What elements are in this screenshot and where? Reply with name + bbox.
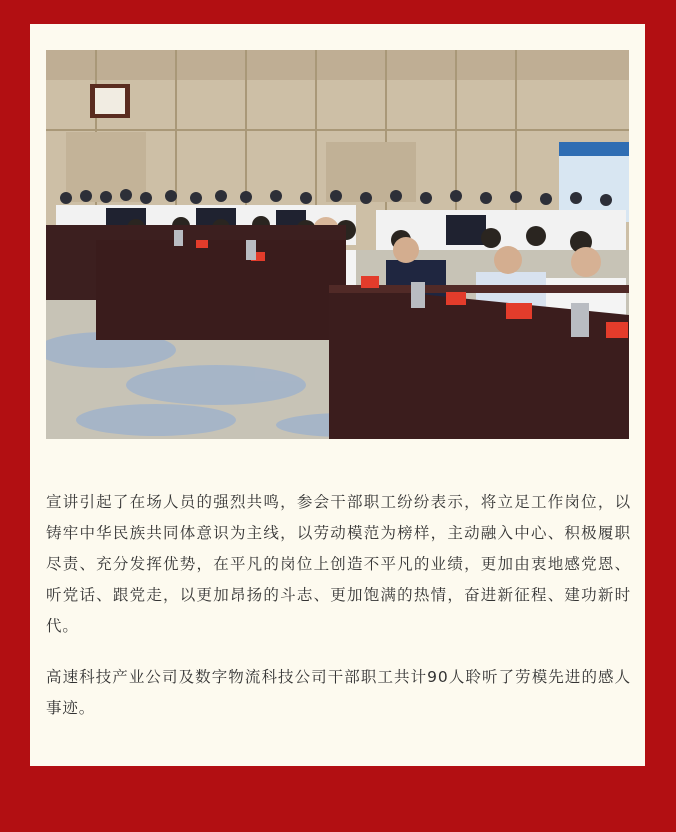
body-paragraph: 宣讲引起了在场人员的强烈共鸣，参会干部职工纷纷表示，将立足工作岗位，以铸牢中华民族共同体意识为主线，以劳动模范为榜样，主动融入中心、积极履职尽责、充分发挥优势，在平凡的岗位上创造不平凡的业绩，更加由衷地感党恩、听党话、跟党走，以更加昂扬的斗志、更加饱满的热情，奋进新征程、建功新时代。 [46,493,631,635]
meeting-photo-illustration [46,50,629,439]
meeting-photo [46,50,629,439]
article-card [30,24,645,766]
body-paragraph: 高速科技产业公司及数字物流科技公司干部职工共计90人聆听了劳模先进的感人事迹。 [46,668,631,717]
